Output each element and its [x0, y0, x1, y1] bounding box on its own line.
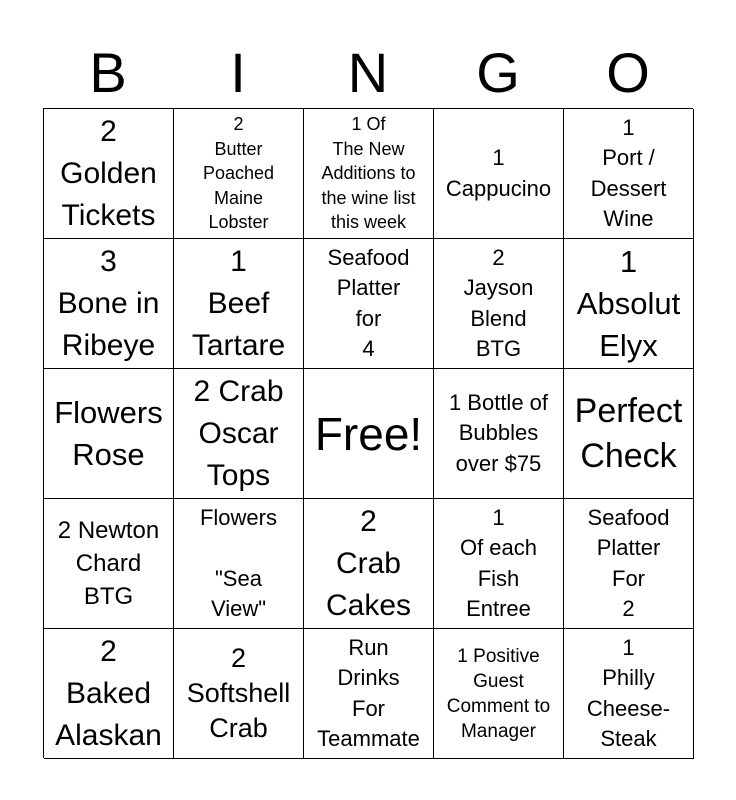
header-letter-o: O: [606, 41, 650, 104]
bingo-cell-b1[interactable]: 2 Golden Tickets: [44, 109, 174, 239]
bingo-cell-i3[interactable]: 2 Crab Oscar Tops: [174, 369, 304, 499]
bingo-cell-n1[interactable]: 1 Of The New Additions to the wine list this week: [304, 109, 434, 239]
bingo-cell-g2[interactable]: 2 Jayson Blend BTG: [434, 239, 564, 369]
bingo-cell-i2[interactable]: 1 Beef Tartare: [174, 239, 304, 369]
bingo-cell-i1[interactable]: 2 Butter Poached Maine Lobster: [174, 109, 304, 239]
bingo-cell-n2[interactable]: Seafood Platter for 4: [304, 239, 434, 369]
bingo-cell-o4[interactable]: Seafood Platter For 2: [564, 499, 694, 629]
bingo-cell-i5[interactable]: 2 Softshell Crab: [174, 629, 304, 759]
bingo-cell-n5[interactable]: Run Drinks For Teammate: [304, 629, 434, 759]
bingo-cell-i4[interactable]: Flowers "Sea View": [174, 499, 304, 629]
header-letter-n: N: [347, 41, 389, 104]
free-space[interactable]: Free!: [304, 369, 434, 499]
bingo-cell-o1[interactable]: 1 Port / Dessert Wine: [564, 109, 694, 239]
bingo-cell-g3[interactable]: 1 Bottle of Bubbles over $75: [434, 369, 564, 499]
bingo-cell-b5[interactable]: 2 Baked Alaskan: [44, 629, 174, 759]
bingo-cell-g5[interactable]: 1 Positive Guest Comment to Manager: [434, 629, 564, 759]
bingo-cell-o2[interactable]: 1 Absolut Elyx: [564, 239, 694, 369]
bingo-cell-b2[interactable]: 3 Bone in Ribeye: [44, 239, 174, 369]
bingo-cell-b4[interactable]: 2 Newton Chard BTG: [44, 499, 174, 629]
bingo-board: [43, 108, 693, 758]
bingo-cell-o3[interactable]: Perfect Check: [564, 369, 694, 499]
bingo-cell-g4[interactable]: 1 Of each Fish Entree: [434, 499, 564, 629]
bingo-cell-g1[interactable]: 1 Cappucino: [434, 109, 564, 239]
bingo-cell-n4[interactable]: 2 Crab Cakes: [304, 499, 434, 629]
header-letter-i: I: [230, 41, 246, 104]
bingo-cell-o5[interactable]: 1 Philly Cheese- Steak: [564, 629, 694, 759]
bingo-cell-b3[interactable]: Flowers Rose: [44, 369, 174, 499]
header-letter-b: B: [89, 41, 127, 104]
bingo-header: [43, 40, 693, 106]
header-letter-g: G: [476, 41, 520, 104]
